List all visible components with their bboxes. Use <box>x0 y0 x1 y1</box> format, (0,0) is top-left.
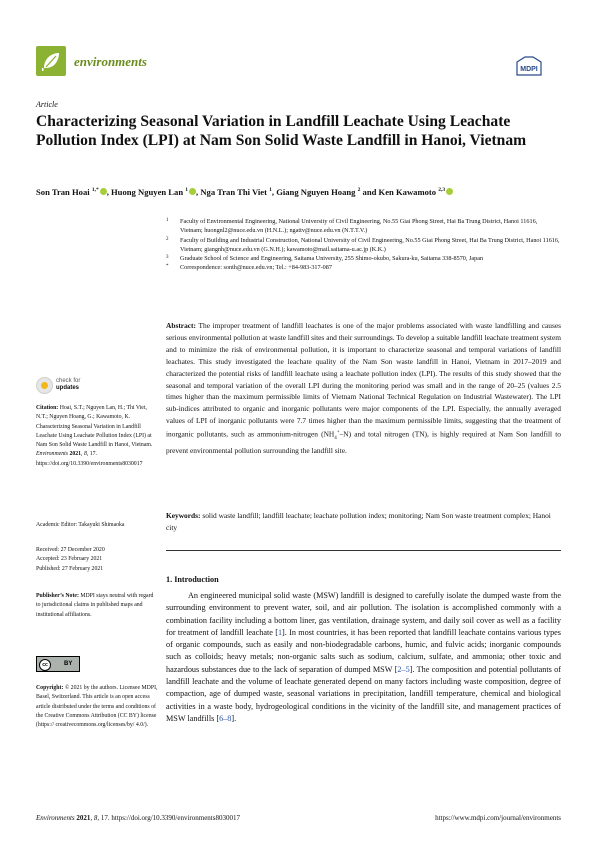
affiliation-item <box>166 254 561 263</box>
footer-journal: Environments <box>36 814 75 822</box>
affiliation-item <box>166 263 561 272</box>
citation-text: Hoai, S.T.; Nguyen Lan, H.; Thi Viet, N.T.; Nguyen Hoang, G.; Kawamoto, K. Characterizing Seasonal Variation in Landfill Leachate Using Leachate Pollution Index (LPI) at Nam Son Solid Waste Landfill in Hanoi, Vietnam. <box>36 405 153 449</box>
author-name[interactable]: Son Tran Hoai <box>36 187 90 197</box>
orcid-icon[interactable] <box>100 188 107 195</box>
author-affil-sup: 2,3 <box>438 187 446 194</box>
abstract-text: The improper treatment of landfill leachates is one of the major problems associated with waste landfilling and causes serious environmental pollution at waste landfill sites and their surroundings. To develop a suitable landfill leachate treatment system and to minimize the risk of environmental pollution, it is important to characterize seasonal and temporal variations of landfill leachates. This study investigated the leachate quality of the Nam Son waste landfill in Hanoi, Vietnam in 2017–2019 and characterized the potential risks of landfill leachate using a leachate pollution index (LPI). The results of this study showed that the seasonal and temporal variation of the overall LPI during the monitoring period was small and in the range of 20–25 (values 2.5 times higher than the maximum permissible limits of Vietnam National Technical Regulation on Industrial Wastewater). The LPI sub-indices attributed to organic and inorganic pollutants were major components of the LPI. Especially, the annually averaged values of LPI of inorganic pollutants were 7.7 times higher than the maximum permissible limits, suggesting that the treatment of inorganic pollutants, such as ammonium-nitrogen (NH <box>166 321 561 439</box>
author-affil-sup: 1 <box>185 187 189 194</box>
citation-journal: Environments <box>36 451 68 458</box>
author-name[interactable]: Giang Nguyen Hoang <box>276 187 356 197</box>
affiliation-item <box>166 236 561 255</box>
author-and: and <box>362 187 377 197</box>
citation-label: Citation: <box>36 405 59 411</box>
abstract-label: Abstract: <box>166 321 196 330</box>
citation-link[interactable]: 1 <box>277 627 283 637</box>
check-updates-button[interactable] <box>56 378 80 392</box>
abstract-text-end: –N) and total nitrogen (TN), is highly required at Nam Son landfill to prevent environmental pollution surrounding the landfill site. <box>166 429 562 455</box>
subscript: 4 <box>334 436 337 442</box>
intro-text: An engineered municipal solid waste (MSW) landfill is designed to carefully isolate the dumped waste from the surrounding environment to prevent water, soil, and air pollution. The isolation is accomplished commonly with a combination facility including a bottom liner, gas ventilation, drainage system, and daily soil cover as well as a facility for treatment of landfill leachate [ <box>166 591 561 637</box>
superscript: + <box>336 430 340 436</box>
article-type: Article <box>36 100 58 109</box>
author-affil-sup: 2 <box>357 187 361 194</box>
footer-volume: 8 <box>93 814 98 822</box>
orcid-icon[interactable] <box>446 188 453 195</box>
cc-by-license-icon[interactable] <box>36 656 80 672</box>
footer-doi[interactable]: , 17. https://doi.org/10.3390/environments8030017 <box>97 814 240 822</box>
svg-text:MDPI: MDPI <box>520 66 538 73</box>
orcid-icon[interactable] <box>189 187 199 197</box>
dates-block <box>36 546 158 574</box>
affiliation-text: Correspondence: sonth@nuce.edu.vn; Tel.: +84-983-317-087 <box>180 264 332 272</box>
copyright-label: Copyright: <box>36 685 64 691</box>
accepted-date: Accepted: 23 February 2021 <box>36 556 103 563</box>
citation-volume: 8 <box>83 451 87 458</box>
journal-logo-icon <box>36 46 66 76</box>
author-sep: , <box>106 187 109 197</box>
author-name[interactable]: Ken Kawamoto <box>378 187 437 197</box>
citation-block: Citation: Hoai, S.T.; Nguyen Lan, H.; Thi Viet, N.T.; Nguyen Hoang, G.; Kawamoto, K. Characterizing Seasonal Variation in Landfill Leachate Using Leachate Pollution Index (LPI) at Nam Son Solid Waste Landfill in Hanoi, Vietnam. Environments 2021, 8, 17. https://doi.org/10.3390/environments8030017 <box>36 405 153 467</box>
footer-journal-url[interactable]: https://www.mdpi.com/journal/environments <box>435 814 561 822</box>
keywords <box>166 510 561 534</box>
keywords-label: Keywords: <box>166 511 201 520</box>
affiliation-number: * <box>166 264 169 270</box>
article-title: Characterizing Seasonal Variation in Landfill Leachate Using Leachate Pollution Index (LPI) at Nam Son Solid Waste Landfill in Hanoi, Vietnam <box>36 113 527 149</box>
citation-link[interactable]: 6–8 <box>219 713 232 723</box>
affiliation-text: Faculty of Environmental Engineering, National University of Civil Engineering, No.55 Giai Phong Street, Hai Ba Trung District, Hanoi 11616, Vietnam; huongnl2@nuce.edu.vn (H.N.L.); ngattv@nuce.edu.vn (N.T.T.V.) <box>180 218 538 235</box>
received-date: Received: 27 December 2020 <box>36 547 105 553</box>
author-sep: , <box>271 187 275 197</box>
academic-editor: Academic Editor: Takayuki Shimaoka <box>36 522 125 528</box>
abstract <box>166 320 561 457</box>
affiliation-number: 1 <box>166 218 169 223</box>
author-list <box>36 187 561 197</box>
check-updates-icon[interactable] <box>36 377 53 394</box>
intro-paragraph <box>166 590 561 725</box>
affiliation-item <box>166 217 561 236</box>
author-affil-sup: 1 <box>269 187 272 194</box>
publisher-note-text: MDPI stays neutral with regard to jurisdictional claims in published maps and institutional affiliations. <box>36 593 154 618</box>
author-name[interactable]: Nga Tran Thi Viet <box>200 187 267 197</box>
publisher-note-label: Publisher’s Note: <box>36 593 79 599</box>
affiliation-text: Graduate School of Science and Engineering, Saitama University, 255 Shimo-okubo, Sakura-ku, Saitama 338-8570, Japan <box>180 255 484 263</box>
section-divider <box>166 550 561 551</box>
author-affil-sup: 1,* <box>91 187 99 194</box>
author-sep: , <box>196 187 199 197</box>
publisher-note <box>36 592 158 620</box>
footer-citation: Environments 2021, 8, 17. https://doi.org/10.3390/environments8030017 <box>36 814 240 822</box>
citation-year: 2021 <box>69 451 82 458</box>
footer-year: 2021 <box>76 814 91 822</box>
check-updates-label: check for <box>56 378 81 384</box>
intro-text: ]. In most countries, it has been reported that landfill leachate contains various types of organic compounds, such as easily and non-biodegradable carbons, humic, and fulvic acids; inorganic compounds such as colloids; heavy metals; non-organic salts such as sodium, calcium, sulfate, and ammonia; other toxic and hazardous substances due to the lack of separation of dumped MSW [ <box>166 627 561 674</box>
affiliation-text: Faculty of Building and Industrial Construction, National University of Civil Engineering, No.55 Giai Phong Street, Hai Ba Trung District, Hanoi 11616, Vietnam; giangnh@nuce.edu.vn (G.N.H.); kawamoto@mail.saitama-u.ac.jp (K.K.) <box>180 236 560 253</box>
cc-badge: cc <box>39 659 51 671</box>
affiliations <box>166 217 561 273</box>
keywords-text: solid waste landfill; landfill leachate; leachate pollution index; monitoring; Nam Son waste treatment complex; Hanoi city <box>166 511 551 532</box>
journal-name: environments <box>74 54 147 69</box>
copyright-text: © 2021 by the authors. Licensee MDPI, Basel, Switzerland. This article is an open access article distributed under the terms and conditions of the Creative Commons Attribution (CC BY) license (https:// creativecommons.org/licenses/by/ 4.0/). <box>36 685 158 729</box>
citation-doi[interactable]: , 17. https://doi.org/10.3390/environments8030017 <box>36 451 143 467</box>
published-date: Published: 27 February 2021 <box>36 565 104 572</box>
check-updates-label: updates <box>56 385 80 391</box>
citation-link[interactable]: 2–5 <box>397 664 410 674</box>
affiliation-number: 2 <box>166 236 169 242</box>
section-heading: 1. Introduction <box>166 575 219 584</box>
copyright-block <box>36 684 158 730</box>
mdpi-logo-icon <box>516 56 542 76</box>
by-badge: BY <box>64 661 73 667</box>
author-name[interactable]: Huong Nguyen Lan <box>111 187 184 197</box>
intro-text: ]. The composition and potential pollutants of landfill leachate and the volume of leachate generated depend on many factors including waste composition, degree of compaction, age of dumped waste, seasonal variations in precipitation, landfill temperature, chemical and biological activities in a waste body, hydrogeological conditions in the vicinity of the landfill site, and management practices of MSW landfills [ <box>166 664 562 723</box>
affiliation-number: 3 <box>166 255 169 261</box>
intro-text: ]. <box>231 713 237 723</box>
